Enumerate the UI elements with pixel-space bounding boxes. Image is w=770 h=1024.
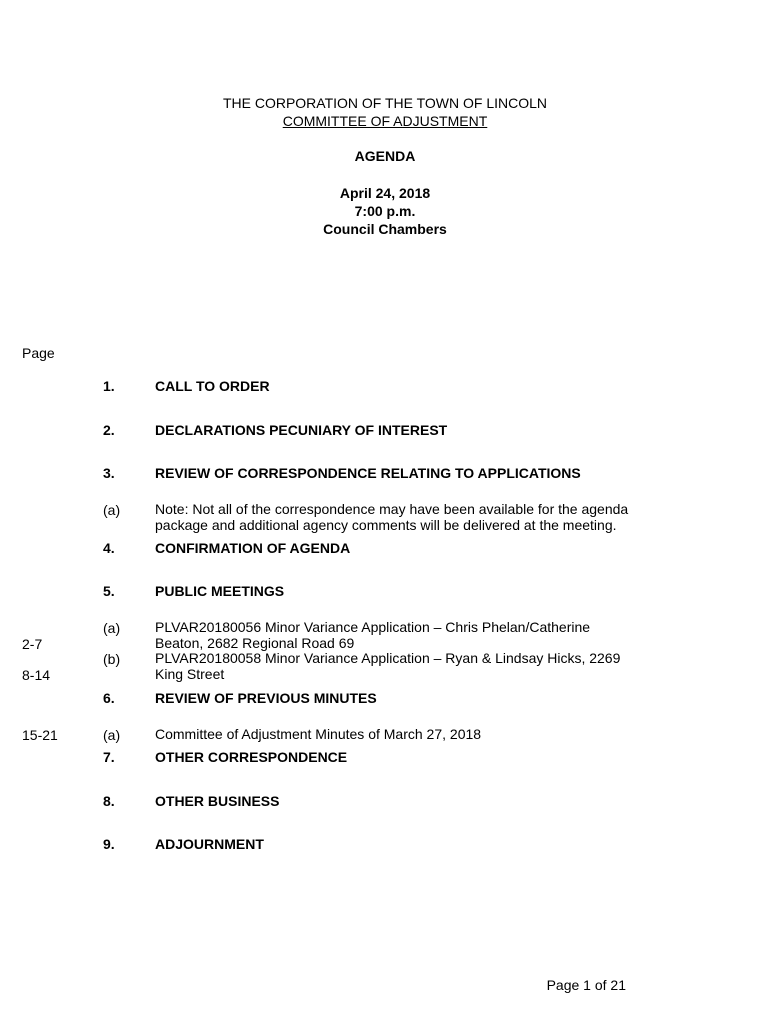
item-5b-line-1: PLVAR20180058 Minor Variance Application – Ryan & Lindsay Hicks, 2269 — [155, 650, 621, 666]
item-1-title: CALL TO ORDER — [155, 378, 270, 394]
item-3-title: REVIEW OF CORRESPONDENCE RELATING TO APPLICATIONS — [155, 465, 581, 481]
item-5b-line-2: King Street — [155, 665, 225, 682]
item-3-number: 3. — [103, 465, 115, 481]
item-6a-pages: 15-21 — [22, 727, 58, 743]
item-2-title: DECLARATIONS PECUNIARY OF INTEREST — [155, 422, 448, 438]
item-6-number: 6. — [103, 690, 115, 706]
agenda-heading: AGENDA — [354, 148, 416, 164]
item-5a-pages: 2-7 — [22, 636, 43, 652]
item-3a-text — [155, 502, 628, 533]
committee-title — [0, 112, 770, 130]
meeting-location: Council Chambers — [323, 221, 447, 237]
item-5-title: PUBLIC MEETINGS — [155, 583, 285, 599]
item-5a-line-2: Beaton, 2682 Regional Road 69 — [155, 634, 355, 651]
item-6a-text — [155, 727, 481, 743]
item-5a-text — [155, 620, 590, 651]
item-5-number: 5. — [103, 583, 115, 599]
meeting-time: 7:00 p.m. — [354, 203, 416, 219]
item-4-number: 4. — [103, 540, 115, 556]
item-5b-text — [155, 651, 620, 682]
page-indicator: Page 1 of 21 — [546, 977, 626, 993]
item-9-number: 9. — [103, 836, 115, 852]
item-9-title: ADJOURNMENT — [155, 836, 264, 852]
item-8-title: OTHER BUSINESS — [155, 793, 280, 809]
item-5a-label: (a) — [103, 620, 121, 636]
committee-title-text: COMMITTEE OF ADJUSTMENT — [282, 113, 488, 129]
item-4-title: CONFIRMATION OF AGENDA — [155, 540, 351, 556]
item-5a-line-1: PLVAR20180056 Minor Variance Application – Chris Phelan/Catherine — [155, 619, 591, 635]
item-3a-line-2: package and additional agency comments will be delivered at the meeting. — [155, 516, 617, 533]
page-column-label: Page — [22, 345, 55, 361]
item-6a-line-1: Committee of Adjustment Minutes of March 27, 2018 — [155, 726, 482, 742]
item-3a-label: (a) — [103, 502, 121, 518]
item-7-title: OTHER CORRESPONDENCE — [155, 749, 348, 765]
item-5b-label: (b) — [103, 651, 121, 667]
corporation-title: THE CORPORATION OF THE TOWN OF LINCOLN — [222, 95, 548, 111]
item-3a-line-1: Note: Not all of the correspondence may have been available for the agenda — [155, 501, 629, 517]
item-6-title: REVIEW OF PREVIOUS MINUTES — [155, 690, 377, 706]
item-1-number: 1. — [103, 378, 115, 394]
item-7-number: 7. — [103, 749, 115, 765]
item-8-number: 8. — [103, 793, 115, 809]
item-6a-label: (a) — [103, 727, 121, 743]
item-5b-pages: 8-14 — [22, 667, 51, 683]
meeting-date: April 24, 2018 — [339, 185, 431, 201]
item-2-number: 2. — [103, 422, 115, 438]
